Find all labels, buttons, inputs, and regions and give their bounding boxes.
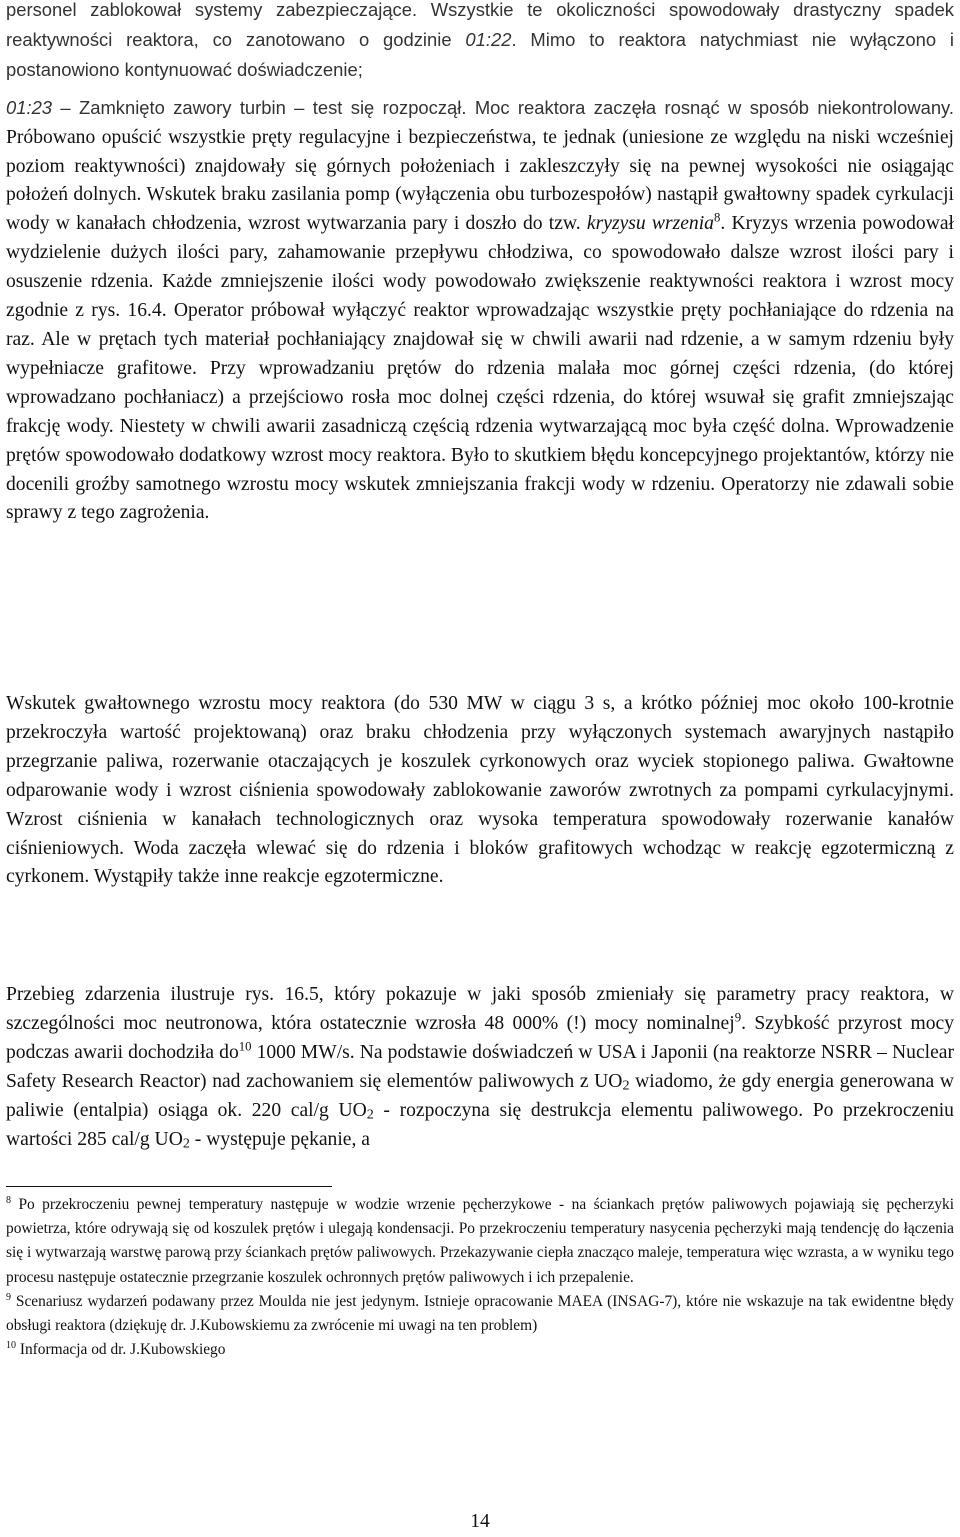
text-run: - występuje pękanie, a (189, 1128, 370, 1150)
text-run: - rozpoczyna się destrukcja elementu paliwowego. Po przekroczeniu wartości 285 cal/g UO (6, 1099, 954, 1150)
subscript: 2 (622, 1077, 630, 1094)
footnotes (6, 1193, 954, 1362)
paragraph-chernobyl-sequence (6, 0, 954, 528)
text-run: personel zablokował systemy zabezpieczające. Wszystkie te okoliczności spowodowały drastyczny spadek reaktywności reaktora, co zanotowano o godzinie (6, 0, 954, 50)
page-number: 14 (470, 1511, 490, 1532)
text-run: . Kryzys wrzenia powodował wydzielenie dużych ilości pary, zahamowanie przepływu chłodziwa, co spowodowało dalsze wzrost ilości pary i osuszenie rdzenia. Każde zmniejszenie ilości wody powodowało zwiększenie reaktywności reaktora i wzrost mocy zgodnie z rys. 16.4. Operator próbował wyłączyć reaktor wprowadzając wszystkie pręty pochłaniające do rdzenia na raz. Ale w prętach tych materiał pochłaniający znajdował się w chwili awarii nad rdzenie, a w samym rdzeniu były wypełniacze grafitowe. Przy wprowadzaniu prętów do rdzenia malała moc górnej części rdzenia, (do której wprowadzano pochłaniacz) a przejściowo rosła moc dolnej części rdzenia, do której wsuwał się grafit zmniejszając frakcję wody. Niestety w chwili awarii zasadniczą częścią rdzenia wytwarzającą moc była część dolna. Wprowadzenie prętów spowodowało dodatkowy wzrost mocy reaktora. Było to skutkiem błędu koncepcyjnego projektantów, którzy nie docenili groźby samotnego wzrostu mocy wskutek zmniejszania frakcji wody w rdzeniu. Operatorzy nie zdawali sobie sprawy z tego zagrożenia. (6, 213, 954, 524)
time-stamp: 01:23 (6, 96, 53, 118)
footnote-text: Informacja od dr. J.Kubowskiego (16, 1341, 226, 1359)
footnote-text: Po przekroczeniu pewnej temperatury następuje w wodzie wrzenie pęcherzykowe - na ściankach prętów paliwowych pojawiają się pęcherzyki powietrza, które odrywają się od koszulek prętów i ulegają kondensacji. Po przekroczeniu temperatury nasycenia pęcherzyki mają tendencję do łączenia się i wytwarzają warstwę parową przy ściankach prętów paliwowych. Przekazywanie ciepła znacząco maleje, temperatura więc wzrasta, a w wyniku tego procesu następuje ostatecznie przegrzanie koszulek ochronnych prętów paliwowych i ich przepalenie. (6, 1196, 954, 1286)
footnote-mark: 10 (6, 1340, 16, 1352)
footnote-ref-10[interactable]: 10 (238, 1039, 252, 1054)
text-run: 1000 MW/s. Na podstawie doświadczeń w USA i Japonii (na reaktorze NSRR – Nuclear Safety Research Reactor) nad zachowaniem się elementów paliwowych z UO (6, 1041, 955, 1092)
subscript: 2 (182, 1135, 190, 1152)
emphasis-term: kryzysu wrzenia (586, 213, 714, 235)
text-run: . Mimo to reaktora natychmiast nie wyłączono i postanowiono kontynuować doświadczenie; (6, 28, 955, 80)
paragraph-power-surge: Wskutek gwałtownego wzrostu mocy reaktora (do 530 MW w ciągu 3 s, a krótko później moc około 100-krotnie przekroczyła wartość projektowaną) oraz braku chłodzenia przy wyłączonych systemach awaryjnych nastąpiło przegrzanie paliwa, rozerwanie otaczających je koszulek cyrkonowych oraz wyciek stopionego paliwa. Gwałtowne odparowanie wody i wzrost ciśnienia spowodowały zablokowanie zaworów zwrotnych za pompami cyrkulacyjnymi. Wzrost ciśnienia w kanałach technologicznych oraz wysoka temperatura spowodowały rozerwanie kanałów ciśnieniowych. Woda zaczęła wlewać się do rdzenia i bloków grafitowych wchodząc w reakcję egzotermiczną z cyrkonem. Wystąpiły także inne reakcje egzotermiczne. (6, 693, 954, 888)
time-stamp: 01:22 (465, 28, 512, 50)
text-run: wiadomo, że gdy energia generowana w paliwie (entalpia) osiąga ok. 220 cal/g UO (6, 1070, 955, 1121)
footnote-ref-8[interactable]: 8 (713, 210, 721, 225)
footnote-text: Scenariusz wydarzeń podawany przez Moulda nie jest jedynym. Istnieje opracowanie MAEA (INSAG-7), które nie wskazuje na tak ewidentne błędy obsługi reaktora (dziękuję dr. J.Kubowskiemu za zwrócenie mi uwagi na ten problem) (6, 1292, 954, 1335)
footnote-mark: 9 (6, 1291, 11, 1303)
text-run: Próbowano opuścić wszystkie pręty regulacyjne i bezpieczeństwa, te jednak (uniesione ze względu na niski wcześniej poziom reaktywności) znajdowały się górnych położeniach i zakleszczyły się na pewnej wysokości nie osiągając położeń dolnych. Wskutek braku zasilania pomp (wyłączenia obu turbozespołów) nastąpił gwałtowny spadek cyrkulacji wody w kanałach chłodzenia, wzrost wytwarzania pary i doszło do tzw. (6, 126, 954, 235)
text-run: . Szybkość przyrost mocy podczas awarii dochodziła do (6, 1012, 955, 1063)
footnote-10 (6, 1338, 954, 1362)
paragraph-event-course (6, 981, 954, 1154)
footnote-mark: 8 (6, 1194, 11, 1206)
footnote-8 (6, 1193, 954, 1290)
text-run: Przebieg zdarzenia ilustruje rys. 16.5, który pokazuje w jaki sposób zmieniały się parametry pracy reaktora, w szczególności moc neutronowa, która ostatecznie wzrosła 48 000% (!) mocy nominalnej (6, 984, 954, 1034)
footnote-ref-9[interactable]: 9 (734, 1010, 742, 1025)
footnote-separator (6, 1186, 332, 1187)
text-run: – Zamknięto zawory turbin – test się rozpoczął. Moc reaktora zaczęła rosnąć w sposób niekontrolowany. (52, 96, 954, 118)
subscript: 2 (366, 1106, 374, 1123)
footnote-9 (6, 1290, 954, 1338)
